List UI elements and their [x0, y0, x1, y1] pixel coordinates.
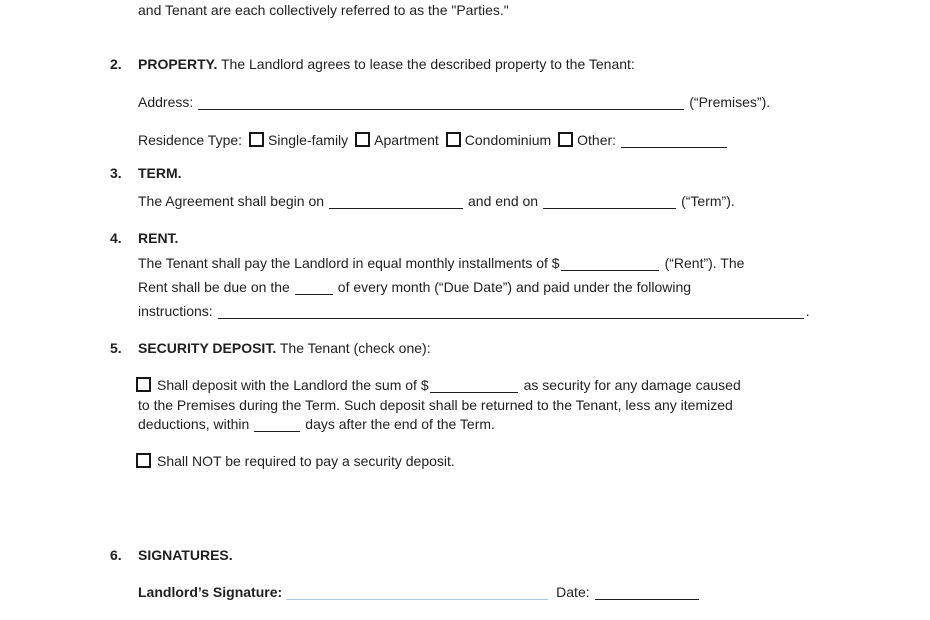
section-signatures-number: 6.: [110, 547, 122, 563]
rent-amount-blank: [561, 256, 659, 271]
section-property-heading: [110, 55, 635, 73]
rent-instructions-blank: [218, 304, 804, 319]
rent-line-3: [138, 302, 810, 320]
address-label: Address:: [138, 94, 194, 110]
section-term-title: TERM.: [138, 165, 182, 181]
security-option1-line-3: [138, 415, 495, 434]
section-security-deposit-title: SECURITY DEPOSIT.: [138, 340, 277, 356]
residence-type-line: [138, 131, 727, 149]
security-option1-line-2: [138, 396, 733, 415]
security-option2-line: [136, 452, 455, 470]
rent-line2-after: of every month (“Due Date”) and paid under the following: [337, 279, 692, 295]
section-rent-heading: [110, 229, 178, 247]
rent-line3-suffix: .: [805, 303, 810, 319]
security-deposit-amount-blank: [430, 378, 518, 393]
residence-apartment-checkbox[interactable]: [355, 132, 370, 147]
section-signatures-title: SIGNATURES.: [138, 547, 233, 563]
term-end-date-blank: [543, 194, 676, 209]
section-term-heading: [110, 164, 182, 182]
rent-due-day-blank: [295, 280, 333, 295]
section-property-intro: The Landlord agrees to lease the described property to the Tenant:: [221, 56, 635, 72]
security-option1-line3-before: deductions, within: [138, 416, 250, 432]
address-line: [138, 93, 770, 111]
section-term-number: 3.: [110, 165, 122, 181]
section-security-deposit-number: 5.: [110, 340, 122, 356]
security-option1-line-1: [136, 376, 741, 395]
section-security-deposit-heading: [110, 339, 431, 357]
section-signatures-heading: [110, 546, 233, 564]
term-begin-date-blank: [329, 194, 463, 209]
security-option1-line2-text: to the Premises during the Term. Such deposit shall be returned to the Tenant, less any itemized: [138, 397, 733, 413]
landlord-signature-label: Landlord’s Signature:: [138, 584, 283, 600]
security-option1-line1-after: as security for any damage caused: [523, 377, 741, 393]
signature-date-label: Date:: [556, 584, 590, 600]
residence-other-label: Other:: [577, 132, 617, 148]
section-property-title: PROPERTY.: [138, 56, 218, 72]
term-dates-line: [138, 192, 735, 210]
rent-instructions-label: instructions:: [138, 303, 213, 319]
section-rent-number: 4.: [110, 230, 122, 246]
premises-suffix: (“Premises”).: [689, 94, 771, 110]
rent-line1-before: The Tenant shall pay the Landlord in equal monthly installments of $: [138, 255, 560, 271]
residence-condominium-checkbox[interactable]: [446, 132, 461, 147]
rent-line-2: [138, 278, 691, 296]
term-middle-text: and end on: [468, 193, 539, 209]
signature-date-blank: [595, 585, 699, 600]
section-security-deposit-intro: The Tenant (check one):: [279, 340, 431, 356]
security-deposit-yes-checkbox[interactable]: [136, 377, 151, 392]
residence-condominium-label: Condominium: [464, 132, 552, 148]
section-property-number: 2.: [110, 56, 122, 72]
rent-line-1: [138, 254, 744, 272]
rent-line2-before: Rent shall be due on the: [138, 279, 290, 295]
parties-intro-text: and Tenant are each collectively referred to as the "Parties.": [138, 2, 509, 18]
term-lead-text: The Agreement shall begin on: [138, 193, 325, 209]
term-suffix: (“Term”).: [681, 193, 735, 209]
address-field-blank: [198, 95, 684, 110]
rent-line1-after: (“Rent”). The: [664, 255, 745, 271]
security-option1-line1-before: Shall deposit with the Landlord the sum of $: [157, 377, 429, 393]
residence-apartment-label: Apartment: [374, 132, 439, 148]
security-option1-line3-after: days after the end of the Term.: [305, 416, 495, 432]
residence-other-checkbox[interactable]: [558, 132, 573, 147]
landlord-signature-line: [138, 583, 699, 601]
residence-type-label: Residence Type:: [138, 132, 243, 148]
parties-intro-line: [138, 1, 509, 19]
landlord-signature-field[interactable]: [286, 585, 548, 600]
security-deposit-no-checkbox[interactable]: [136, 453, 151, 468]
residence-single-family-checkbox[interactable]: [249, 132, 264, 147]
security-days-blank: [254, 417, 300, 432]
residence-single-family-label: Single-family: [268, 132, 349, 148]
section-rent-title: RENT.: [138, 230, 179, 246]
residence-other-field-blank: [621, 133, 727, 148]
security-option2-label: Shall NOT be required to pay a security deposit.: [157, 453, 455, 469]
